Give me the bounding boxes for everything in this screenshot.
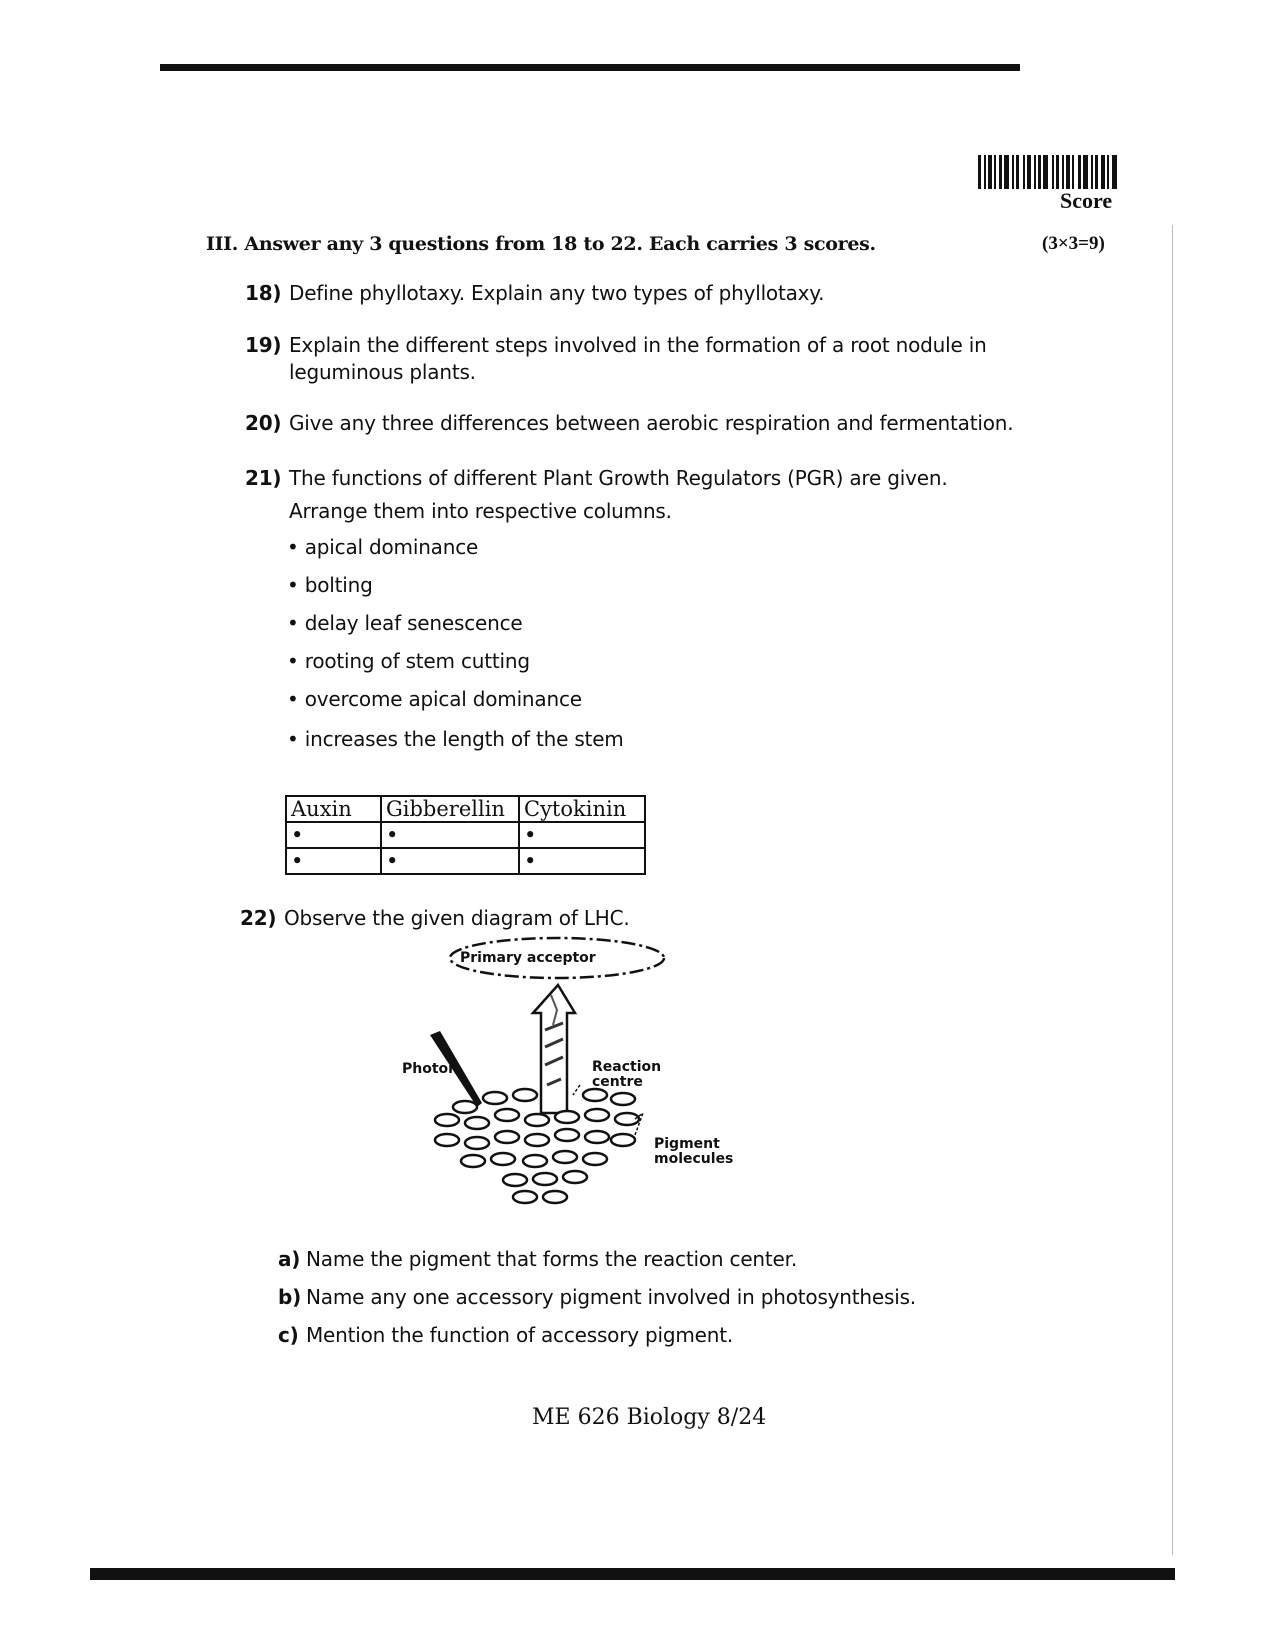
table-cell: • (381, 848, 519, 874)
section-marks: (3×3=9) (1042, 233, 1105, 254)
subquestion-b (278, 1285, 916, 1309)
question-text: The functions of different Plant Growth Regulators (PGR) are given. (289, 466, 948, 490)
reaction-centre-label-line2: centre (592, 1074, 643, 1090)
question-18 (245, 280, 824, 307)
pigment-molecules-label (654, 1137, 733, 1167)
pgr-function-item: • overcome apical dominance (287, 687, 582, 711)
lhc-diagram (395, 935, 775, 1235)
reaction-arrow (533, 985, 575, 1113)
question-22 (240, 905, 630, 932)
table-cell: • (519, 848, 645, 874)
question-text: Explain the different steps involved in the formation of a root nodule in (289, 333, 987, 357)
score-label: Score (1060, 188, 1113, 213)
question-text-continued: Arrange them into respective columns. (289, 499, 672, 523)
table-header: Gibberellin (381, 796, 519, 822)
table-header: Auxin (286, 796, 381, 822)
subquestion-number: c) (278, 1323, 299, 1347)
question-text: Define phyllotaxy. Explain any two types of phyllotaxy. (289, 281, 825, 305)
question-number: 21) (245, 466, 282, 490)
table-header: Cytokinin (519, 796, 645, 822)
subquestion-number: b) (278, 1285, 302, 1309)
reaction-centre-label (592, 1060, 661, 1090)
table-cell: • (286, 822, 381, 848)
question-number: 20) (245, 411, 282, 435)
pgr-function-item: • increases the length of the stem (287, 727, 624, 751)
subquestion-a (278, 1247, 797, 1271)
question-20 (245, 410, 1013, 437)
subquestion-text: Name any one accessory pigment involved in photosynthesis. (306, 1285, 916, 1309)
barcode (978, 155, 1133, 189)
question-19 (245, 332, 987, 386)
subquestion-c (278, 1323, 733, 1347)
pigment-label-line2: molecules (654, 1151, 734, 1167)
table-cell: • (286, 848, 381, 874)
pgr-function-item: • apical dominance (287, 535, 479, 559)
section-heading: III. Answer any 3 questions from 18 to 22. Each carries 3 scores. (206, 233, 876, 255)
question-number: 18) (245, 281, 282, 305)
top-rule (160, 64, 1020, 71)
pigment-label-line1: Pigment (654, 1136, 720, 1152)
pgr-table (285, 795, 646, 875)
table-cell: • (519, 822, 645, 848)
subquestion-number: a) (278, 1247, 301, 1271)
question-21 (245, 462, 947, 528)
paper-code-footer: ME 626 Biology 8/24 (532, 1405, 767, 1430)
subquestion-text: Mention the function of accessory pigment. (306, 1323, 734, 1347)
question-text-continued: leguminous plants. (289, 360, 476, 384)
bottom-rule (90, 1568, 1175, 1580)
score-margin-line (1172, 225, 1173, 1555)
question-text: Observe the given diagram of LHC. (284, 906, 630, 930)
primary-acceptor-label: Primary acceptor (460, 950, 596, 966)
question-number: 22) (240, 906, 277, 930)
reaction-centre-label-line1: Reaction (592, 1059, 662, 1075)
pgr-function-item: • delay leaf senescence (287, 611, 523, 635)
question-text: Give any three differences between aerobic respiration and fermentation. (289, 411, 1014, 435)
table-header-row (286, 796, 645, 822)
reaction-centre-pointer (573, 1085, 580, 1095)
table-cell: • (381, 822, 519, 848)
table-row (286, 848, 645, 874)
subquestion-text: Name the pigment that forms the reaction center. (306, 1247, 797, 1271)
question-number: 19) (245, 333, 282, 357)
pgr-function-item: • bolting (287, 573, 373, 597)
pgr-function-item: • rooting of stem cutting (287, 649, 530, 673)
pigment-molecules-icon (435, 1089, 639, 1203)
photon-label: Photon (402, 1061, 459, 1077)
table-row (286, 822, 645, 848)
